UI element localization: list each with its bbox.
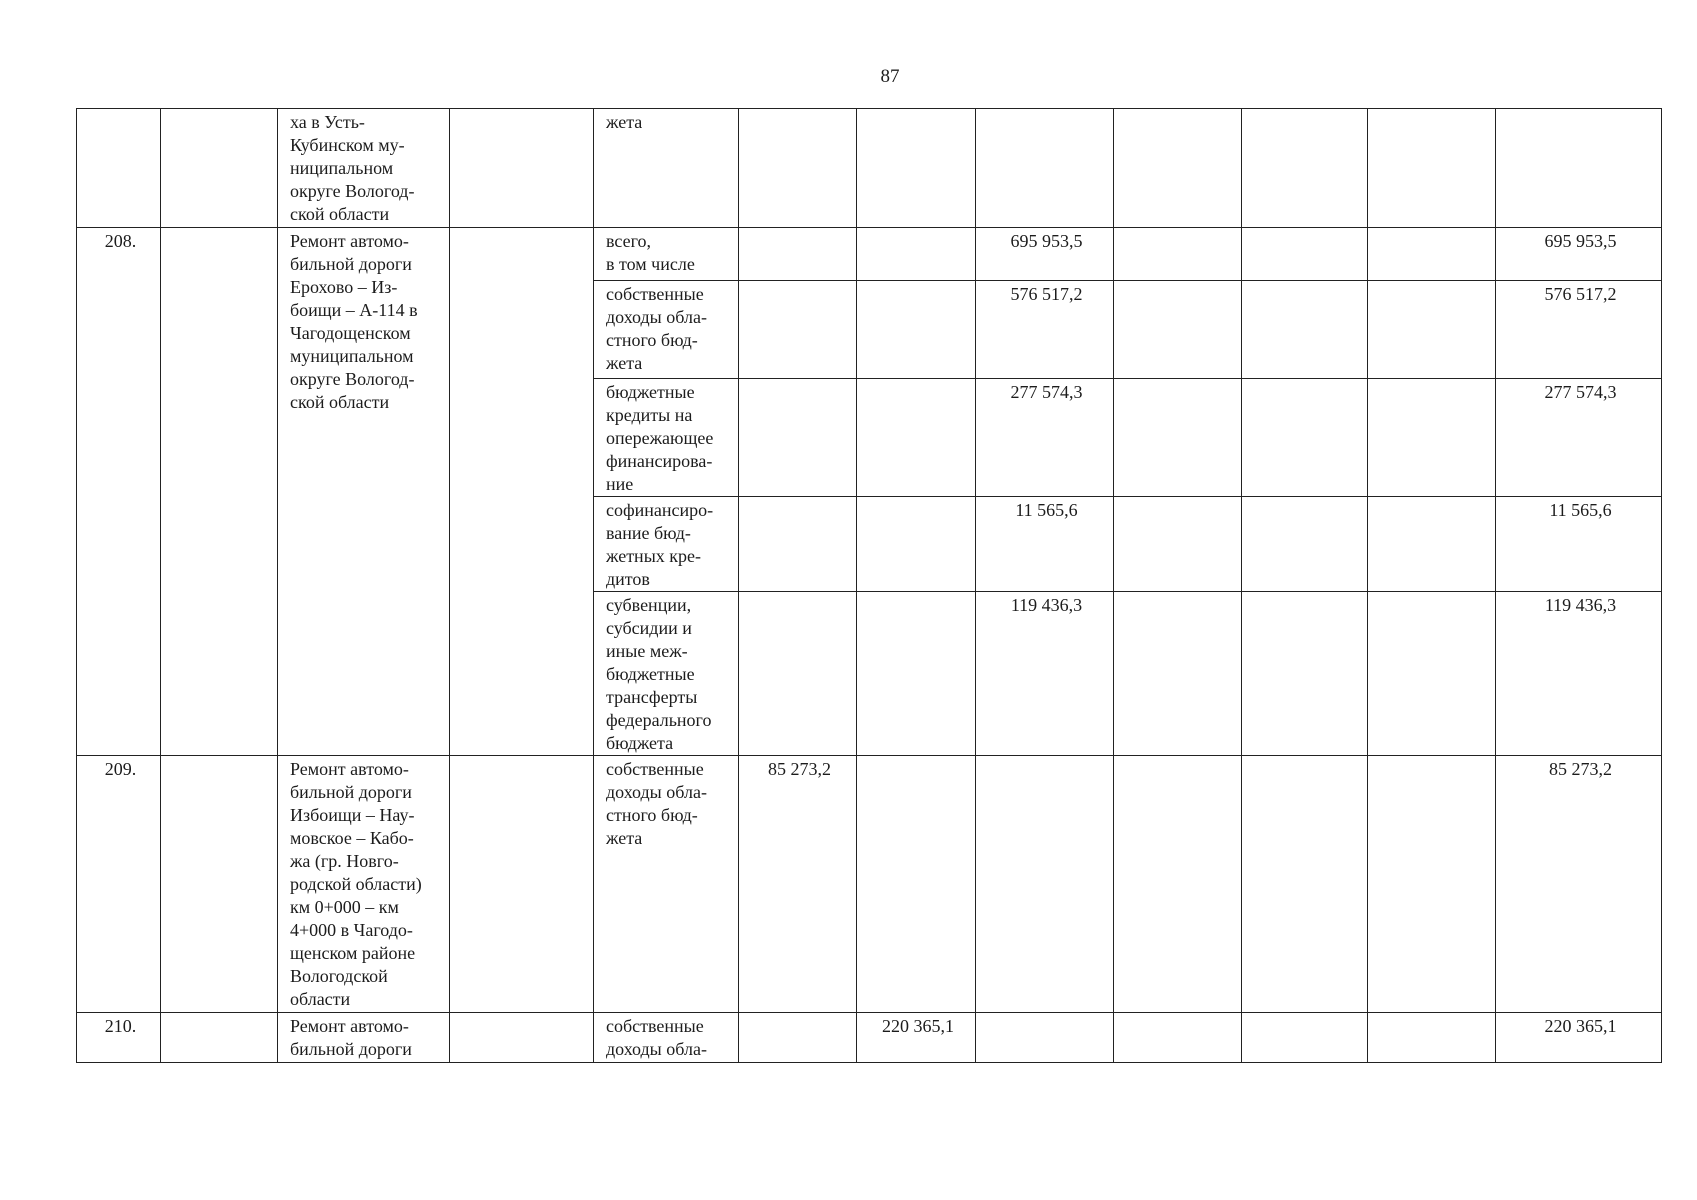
empty-cell [450, 109, 594, 228]
value-cell [1114, 281, 1242, 379]
value-cell [739, 379, 857, 497]
row-number: 209. [77, 756, 161, 1013]
value-cell [1368, 592, 1496, 756]
empty-cell [450, 1013, 594, 1063]
value-cell [739, 592, 857, 756]
row-number: 208. [77, 228, 161, 756]
value-cell [739, 497, 857, 592]
row-number: 210. [77, 1013, 161, 1063]
empty-cell [450, 228, 594, 756]
funding-source: жета [594, 109, 739, 228]
budget-table [76, 108, 1662, 1063]
value-cell: 695 953,5 [976, 228, 1114, 281]
value-cell [1368, 497, 1496, 592]
page-number: 87 [880, 66, 900, 87]
table-row [77, 1013, 1662, 1063]
total-cell: 576 517,2 [1496, 281, 1662, 379]
value-cell: 11 565,6 [976, 497, 1114, 592]
value-cell [857, 109, 976, 228]
value-cell [1368, 756, 1496, 1013]
value-cell [1242, 281, 1368, 379]
value-cell [1242, 109, 1368, 228]
object-name: ха в Усть- Кубинском му- ниципальном округе Вологод- ской области [278, 109, 450, 228]
value-cell [976, 1013, 1114, 1063]
total-cell: 220 365,1 [1496, 1013, 1662, 1063]
value-cell [857, 756, 976, 1013]
value-cell [1368, 1013, 1496, 1063]
value-cell: 119 436,3 [976, 592, 1114, 756]
table-row [77, 756, 1662, 1013]
total-cell: 85 273,2 [1496, 756, 1662, 1013]
value-cell: 220 365,1 [857, 1013, 976, 1063]
total-cell: 277 574,3 [1496, 379, 1662, 497]
funding-source: собственные доходы обла- [594, 1013, 739, 1063]
value-cell [739, 109, 857, 228]
total-cell: 119 436,3 [1496, 592, 1662, 756]
object-name: Ремонт автомо- бильной дороги Ерохово – Из- боищи – А-114 в Чагодощенском муниципальном округе Вологод- ской области [278, 228, 450, 756]
value-cell [1114, 109, 1242, 228]
value-cell [1368, 109, 1496, 228]
value-cell [857, 592, 976, 756]
value-cell: 277 574,3 [976, 379, 1114, 497]
value-cell [976, 109, 1114, 228]
object-name: Ремонт автомо- бильной дороги Избоищи – Нау- мовское – Кабо- жа (гр. Новго- родской области) км 0+000 – км 4+000 в Чагодо- щенском районе Вологодской области [278, 756, 450, 1013]
funding-source: софинансиро- вание бюд- жетных кре- дитов [594, 497, 739, 592]
value-cell [976, 756, 1114, 1013]
empty-cell [161, 1013, 278, 1063]
value-cell [1242, 497, 1368, 592]
value-cell [739, 1013, 857, 1063]
value-cell [1242, 379, 1368, 497]
value-cell [739, 281, 857, 379]
value-cell [1114, 228, 1242, 281]
table-row [77, 109, 1662, 228]
value-cell [1368, 379, 1496, 497]
value-cell [857, 379, 976, 497]
value-cell [857, 281, 976, 379]
table-row [77, 228, 1662, 281]
funding-source: всего, в том числе [594, 228, 739, 281]
value-cell [1114, 1013, 1242, 1063]
value-cell [857, 228, 976, 281]
object-name: Ремонт автомо- бильной дороги [278, 1013, 450, 1063]
value-cell [1114, 592, 1242, 756]
value-cell [1242, 592, 1368, 756]
value-cell [1242, 1013, 1368, 1063]
value-cell: 576 517,2 [976, 281, 1114, 379]
value-cell [739, 228, 857, 281]
empty-cell [450, 756, 594, 1013]
value-cell [1114, 379, 1242, 497]
total-cell: 695 953,5 [1496, 228, 1662, 281]
value-cell [1114, 497, 1242, 592]
funding-source: субвенции, субсидии и иные меж- бюджетные трансферты федерального бюджета [594, 592, 739, 756]
empty-cell [161, 109, 278, 228]
value-cell [1242, 228, 1368, 281]
value-cell [1242, 756, 1368, 1013]
value-cell [857, 497, 976, 592]
funding-source: собственные доходы обла- стного бюд- жета [594, 281, 739, 379]
value-cell [1368, 281, 1496, 379]
empty-cell [161, 756, 278, 1013]
total-cell [1496, 109, 1662, 228]
value-cell [1368, 228, 1496, 281]
value-cell: 85 273,2 [739, 756, 857, 1013]
total-cell: 11 565,6 [1496, 497, 1662, 592]
row-number [77, 109, 161, 228]
empty-cell [161, 228, 278, 756]
funding-source: бюджетные кредиты на опережающее финансирова- ние [594, 379, 739, 497]
funding-source: собственные доходы обла- стного бюд- жета [594, 756, 739, 1013]
value-cell [1114, 756, 1242, 1013]
